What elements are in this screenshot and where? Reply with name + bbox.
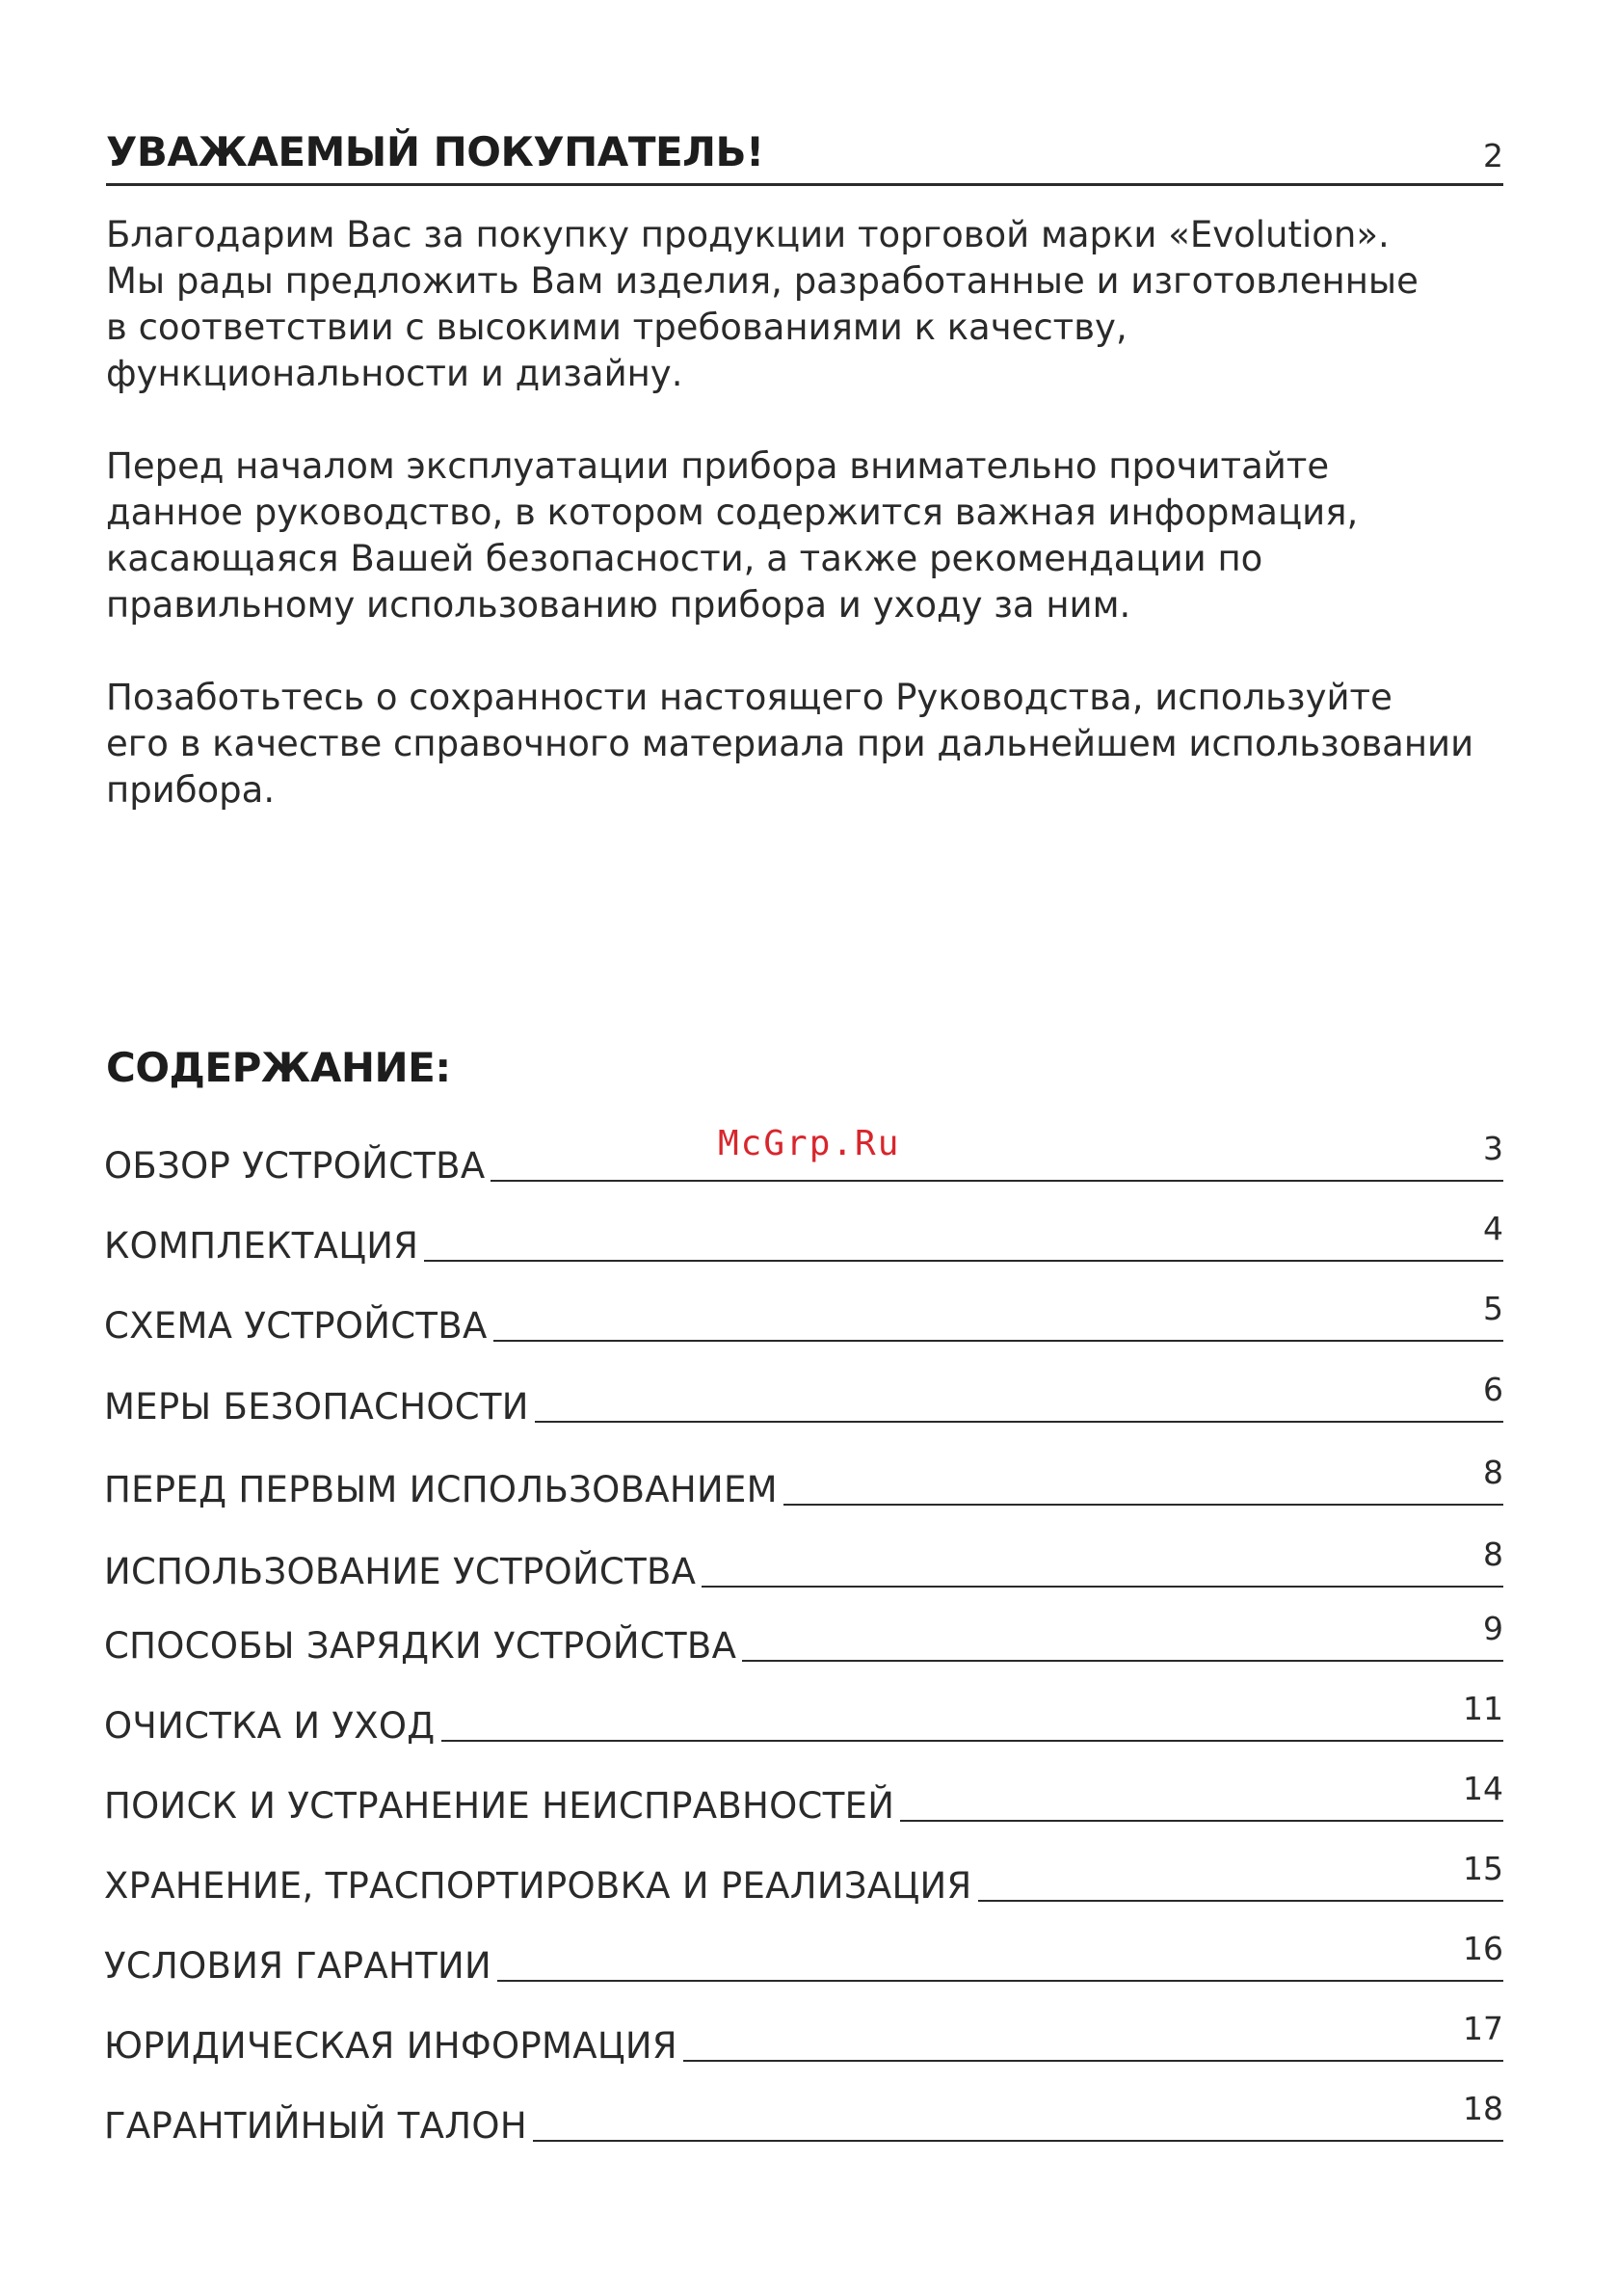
toc-item-label: ПОИСК И УСТРАНЕНИЕ НЕИСПРАВНОСТЕЙ: [104, 1785, 895, 1827]
toc-item-scheme[interactable]: [104, 1290, 1503, 1349]
toc-leader-line: [441, 1740, 1503, 1742]
toc-item-charging[interactable]: [104, 1610, 1503, 1669]
toc-item-page: 15: [1463, 1850, 1503, 1887]
toc-item-page: 8: [1483, 1535, 1503, 1573]
toc-leader-line: [533, 2140, 1503, 2142]
toc-item-page: 4: [1483, 1210, 1503, 1247]
toc-leader-line: [493, 1340, 1503, 1342]
toc-item-legal[interactable]: [104, 2010, 1503, 2069]
toc-item-page: 11: [1463, 1690, 1503, 1727]
toc-item-troubleshooting[interactable]: [104, 1770, 1503, 1829]
toc-item-label: МЕРЫ БЕЗОПАСНОСТИ: [104, 1386, 529, 1428]
toc-leader-line: [424, 1260, 1503, 1262]
toc-leader-line: [783, 1504, 1503, 1506]
watermark: McGrp.Ru: [718, 1124, 901, 1163]
toc-item-page: 8: [1483, 1454, 1503, 1491]
toc-item-warranty-card[interactable]: [104, 2090, 1503, 2149]
page-header: [106, 125, 1503, 186]
intro-text: [106, 212, 1523, 860]
toc-item-storage[interactable]: [104, 1850, 1503, 1909]
toc-item-page: 14: [1463, 1770, 1503, 1807]
toc-item-label: ГАРАНТИЙНЫЙ ТАЛОН: [104, 2105, 527, 2147]
toc-item-page: 5: [1483, 1290, 1503, 1327]
intro-paragraph-3: Позаботьтесь о сохранности настоящего Руководства, используйте его в качестве справочного материала при дальнейшем использовании прибора.: [106, 677, 1474, 811]
toc-item-label: КОМПЛЕКТАЦИЯ: [104, 1225, 419, 1267]
toc-item-page: 9: [1483, 1610, 1503, 1647]
page-number: 2: [1483, 137, 1503, 174]
toc-item-overview[interactable]: [104, 1130, 1503, 1189]
toc-item-label: СПОСОБЫ ЗАРЯДКИ УСТРОЙСТВА: [104, 1625, 737, 1667]
toc-leader-line: [497, 1980, 1503, 1982]
toc-item-label: СХЕМА УСТРОЙСТВА: [104, 1305, 488, 1347]
toc-title: СОДЕРЖАНИЕ:: [106, 1044, 451, 1091]
toc-item-label: ХРАНЕНИЕ, ТРАСПОРТИРОВКА И РЕАЛИЗАЦИЯ: [104, 1865, 972, 1907]
page-title: УВАЖАЕМЫЙ ПОКУПАТЕЛЬ!: [106, 128, 764, 175]
toc-leader-line: [978, 1900, 1503, 1902]
toc-item-warranty-terms[interactable]: [104, 1930, 1503, 1989]
toc-item-page: 18: [1463, 2090, 1503, 2127]
intro-paragraph-1: Благодарим Вас за покупку продукции торговой марки «Evolution». Мы рады предложить Вам изделия, разработанные и изготовленные в соответствии с высокими требованиями к качеству, функциональности и дизайну.: [106, 214, 1419, 394]
toc-leader-line: [683, 2060, 1503, 2062]
toc-item-label: ОБЗОР УСТРОЙСТВА: [104, 1145, 486, 1187]
toc-item-usage[interactable]: [104, 1535, 1503, 1595]
toc-item-label: ОЧИСТКА И УХОД: [104, 1705, 436, 1747]
toc-item-page: 16: [1463, 1930, 1503, 1967]
toc-item-page: 3: [1483, 1130, 1503, 1167]
toc-item-label: УСЛОВИЯ ГАРАНТИИ: [104, 1945, 491, 1987]
toc-item-label: ИСПОЛЬЗОВАНИЕ УСТРОЙСТВА: [104, 1551, 697, 1592]
toc-item-safety[interactable]: [104, 1371, 1503, 1430]
toc-leader-line: [491, 1180, 1503, 1182]
toc-item-page: 6: [1483, 1371, 1503, 1408]
intro-paragraph-2: Перед началом эксплуатации прибора внимательно прочитайте данное руководство, в котором содержится важная информация, касающаяся Вашей безопасности, а также рекомендации по правильному использованию прибора и уходу за ним.: [106, 445, 1359, 626]
toc-item-label: ЮРИДИЧЕСКАЯ ИНФОРМАЦИЯ: [104, 2025, 677, 2067]
toc-item-package[interactable]: [104, 1210, 1503, 1269]
toc-item-page: 17: [1463, 2010, 1503, 2047]
toc-leader-line: [535, 1421, 1503, 1423]
toc-item-first-use[interactable]: [104, 1454, 1503, 1513]
toc-leader-line: [900, 1820, 1503, 1822]
toc-item-cleaning[interactable]: [104, 1690, 1503, 1749]
toc-leader-line: [702, 1586, 1503, 1588]
toc-leader-line: [742, 1660, 1503, 1662]
toc-item-label: ПЕРЕД ПЕРВЫМ ИСПОЛЬЗОВАНИЕМ: [104, 1469, 778, 1510]
